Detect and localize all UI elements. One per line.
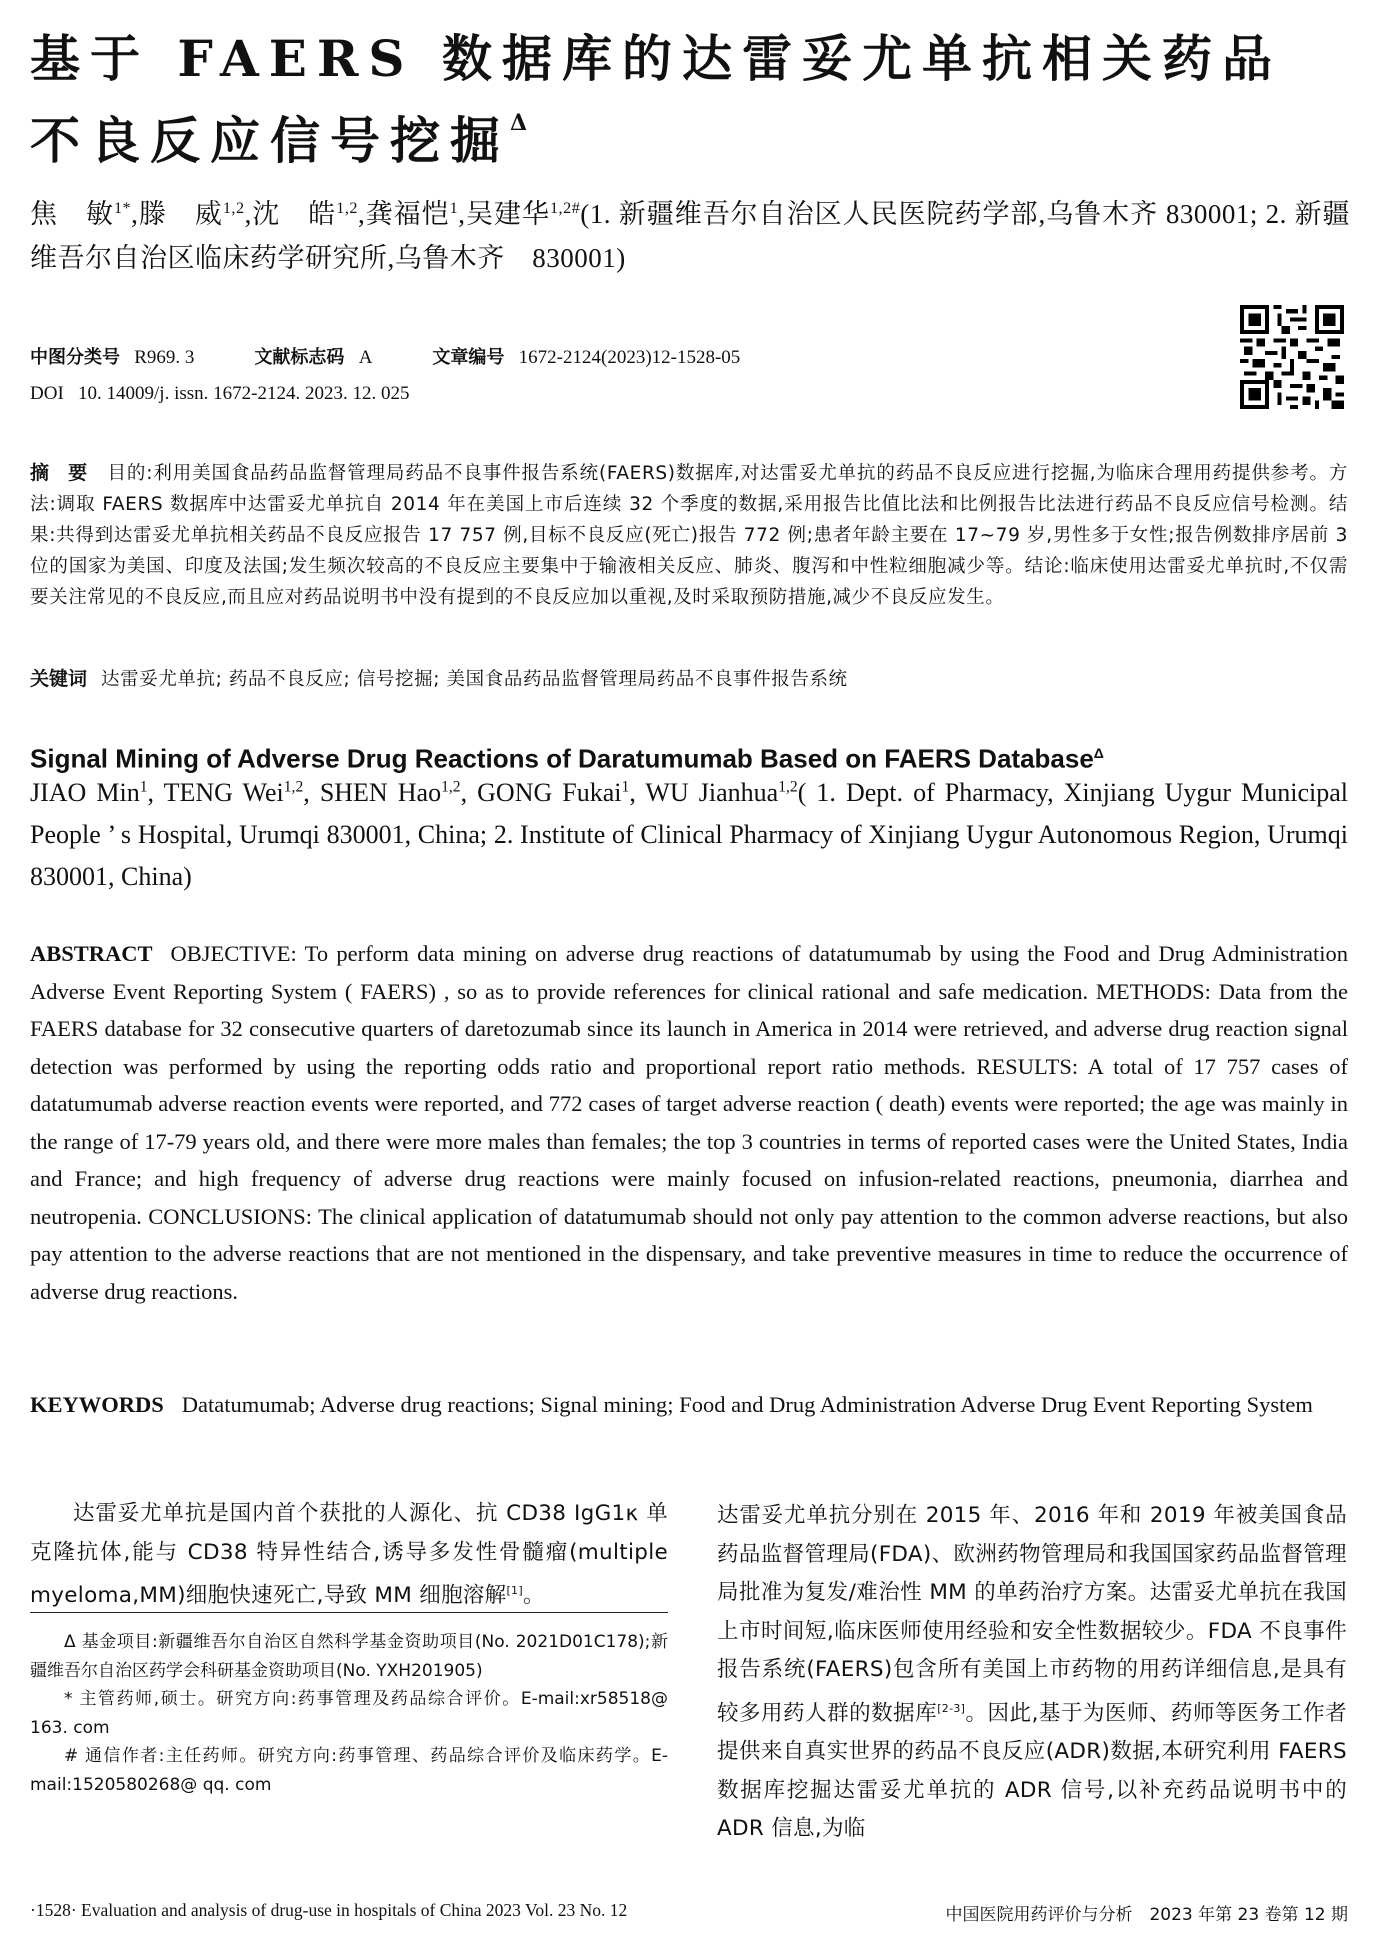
footnote-first-author: * 主管药师,硕士。研究方向:药事管理及药品综合评价。E-mail:xr58518@ 163. com — [30, 1689, 668, 1738]
english-keywords — [30, 1386, 1348, 1424]
clc-value: R969. 3 — [134, 347, 195, 368]
author: GONG Fukai$^1$ — [477, 778, 630, 807]
author: JIAO Min$^1$ — [30, 778, 148, 807]
chinese-affiliation: (1. 新疆维吾尔自治区人民医院药学部,乌鲁木齐 830001; 2. 新疆维吾尔自治区临床药学研究所,乌鲁木齐 830001) — [30, 199, 1351, 273]
body-right-column — [717, 1497, 1347, 1849]
chinese-abstract — [30, 458, 1348, 613]
page-footer-left: ·1528· Evaluation and analysis of drug-use in hospitals of China 2023 Vol. 23 No. 12 — [30, 1900, 628, 1920]
english-authors: JIAO Min$^1$, TENG Wei$^{1,2}$, SHEN Hao$^{1,2}$, GONG Fukai$^1$, WU Jianhua$^{1,2}$( 1. Dept. of Pharmacy, Xinjiang Uygur Municipal People ’ s Hospital, Urumqi 830001, China; 2. Institute of Clinical Pharmacy of Xinjiang Uygur Autonomous Region, Urumqi 830001, China) — [30, 778, 1349, 891]
article-no-label: 文章编号 — [432, 347, 505, 368]
author: SHEN Hao$^{1,2}$ — [319, 778, 461, 807]
doi-value[interactable]: 10. 14009/j. issn. 1672-2124. 2023. 12. 025 — [78, 383, 410, 404]
author: 滕 威$^{1,2}$ — [138, 199, 245, 229]
english-abstract-text: OBJECTIVE: To perform data mining on adverse drug reactions of datatumumab by using the Food and Drug Administration Adverse Event Reporting System ( FAERS) , so as to provide references for clinical rational and safe medication. METHODS: Data from the FAERS database for 32 consecutive quarters of daretozumab since its launch in America in 2014 were retrieved, and adverse drug reaction signal detection was performed by using the reporting odds ratio and proportional report ratio methods. RESULTS: A total of 17 757 cases of datatumumab adverse reaction events were reported, and 772 cases of target adverse reaction ( death) events were reported; the age was mainly in the range of 17-79 years old, and there were more males than females; the top 3 countries in terms of reported cases were the United States, India and France; and high frequency of adverse drug reactions were mainly focused on infusion-related reactions, pneumonia, diarrhea and neutropenia. CONCLUSIONS: The clinical application of datatumumab should not only pay attention to the common adverse reactions, but also pay attention to the adverse reactions that are not mentioned in the dispensary, and take preventive measures in time to reduce the occurrence of adverse drug reactions. — [30, 941, 1348, 1304]
english-keywords-text: Datatumumab; Adverse drug reactions; Signal mining; Food and Drug Administration Adverse Drug Event Reporting System — [181, 1392, 1313, 1417]
doi-label: DOI — [30, 383, 64, 404]
citation-link[interactable]: [1] — [506, 1584, 523, 1597]
english-abstract — [30, 935, 1348, 1310]
chinese-title-text: 不良反应信号挖掘 — [30, 111, 510, 170]
doi-line — [30, 378, 409, 410]
chinese-authors: 焦 敏$^{1*}$,滕 威$^{1,2}$,沈 皓$^{1,2}$,龚福恺$^1$,吴建华$^{1,2\#}$(1. 新疆维吾尔自治区人民医院药学部,乌鲁木齐 830001; 2. 新疆维吾尔自治区临床药学研究所,乌鲁木齐 830001) — [30, 199, 1351, 273]
body-paragraph: 达雷妥尤单抗是国内首个获批的人源化、抗 CD38 IgG1κ 单克隆抗体,能与 CD38 特异性结合,诱导多发性骨髓瘤(multiple myeloma,MM)细胞快速死亡,导致 MM 细胞溶解[1]。 — [30, 1501, 668, 1609]
author: WU Jianhua$^{1,2}$ — [645, 778, 798, 807]
clc-label: 中图分类号 — [30, 347, 120, 368]
english-abstract-label: ABSTRACT — [30, 941, 153, 966]
page-footer-right: 中国医院用药评价与分析 2023 年第 23 卷第 12 期 — [945, 1905, 1348, 1925]
citation-link[interactable]: [2-3] — [937, 1701, 966, 1715]
author: TENG Wei$^{1,2}$ — [163, 778, 304, 807]
english-affiliation: ( 1. Dept. of Pharmacy, Xinjiang Uygur Municipal People ’ s Hospital, Urumqi 830001, China; 2. Institute of Clinical Pharmacy of Xinjiang Uygur Autonomous Region, Urumqi 830001, China) — [30, 778, 1349, 891]
qr-code-icon[interactable] — [1240, 305, 1344, 409]
author: 沈 皓$^{1,2}$ — [251, 199, 358, 229]
chinese-title-line-1: 基于 FAERS 数据库的达雷妥尤单抗相关药品 — [30, 29, 1282, 88]
chinese-title-line-2 — [30, 92, 527, 172]
article-no-value: 1672-2124(2023)12-1528-05 — [518, 347, 741, 368]
chinese-keywords-label: 关键词 — [30, 668, 88, 690]
footnotes — [30, 1628, 668, 1799]
chinese-keywords — [30, 664, 1348, 695]
footnote-divider — [30, 1612, 668, 1613]
page-footer — [30, 1900, 1348, 1925]
classification-line — [30, 342, 740, 374]
doc-code-value: A — [358, 347, 373, 368]
author: 吴建华$^{1,2\#}$ — [465, 199, 581, 229]
english-title-text: Signal Mining of Adverse Drug Reactions of Daratumumab Based on FAERS Database — [30, 743, 1094, 774]
chinese-keywords-text: 达雷妥尤单抗; 药品不良反应; 信号挖掘; 美国食品药品监督管理局药品不良事件报告系统 — [101, 669, 848, 690]
body-paragraph: 达雷妥尤单抗分别在 2015 年、2016 年和 2019 年被美国食品药品监督管理局(FDA)、欧洲药物管理局和我国国家药品监督管理局批准为复发/难治性 MM 的单药治疗方案。达雷妥尤单抗在我国上市时间短,临床医师使用经验和安全性数据较少。FDA 不良事件报告系统(FAERS)包含所有美国上市药物的用药详细信息,是具有较多用药人群的数据库[2-3]。因此,基于为医师、药师等医务工作者提供来自真实世界的药品不良反应(ADR)数据,本研究利用 FAERS 数据库挖掘达雷妥尤单抗的 ADR 信号,以补充药品说明书中的 ADR 信息,为临 — [717, 1503, 1347, 1842]
chinese-abstract-text: 目的:利用美国食品药品监督管理局药品不良事件报告系统(FAERS)数据库,对达雷妥尤单抗的药品不良反应进行挖掘,为临床合理用药提供参考。方法:调取 FAERS 数据库中达雷妥尤单抗自 2014 年在美国上市后连续 32 个季度的数据,采用报告比值比法和比例报告比法进行药品不良反应信号检测。结果:共得到达雷妥尤单抗相关药品不良反应报告 17 757 例,目标不良反应(死亡)报告 772 例;患者年龄主要在 17~79 岁,男性多于女性;报告例数排序居前 3 位的国家为美国、印度及法国;发生频次较高的不良反应主要集中于输液相关反应、肺炎、腹泻和中性粒细胞减少等。结论:临床使用达雷妥尤单抗时,不仅需要关注常见的不良反应,而且应对药品说明书中没有提到的不良反应加以重视,及时采取预防措施,减少不良反应发生。 — [30, 463, 1348, 608]
fund-mark: Δ — [510, 110, 528, 136]
chinese-abstract-label: 摘 要 — [30, 462, 94, 484]
doc-code-label: 文献标志码 — [254, 347, 345, 368]
english-keywords-label: KEYWORDS — [30, 1392, 164, 1417]
body-left-column — [30, 1495, 668, 1616]
author: 龚福恺$^1$ — [365, 199, 459, 229]
footnote-fund: Δ 基金项目:新疆维吾尔自治区自然科学基金资助项目(No. 2021D01C178);新疆维吾尔自治区药学会科研基金资助项目(No. YXH201905) — [30, 1632, 668, 1681]
footnote-corresponding-author: # 通信作者:主任药师。研究方向:药事管理、药品综合评价及临床药学。E-mail:1520580268@ qq. com — [30, 1746, 668, 1795]
fund-mark: Δ — [1093, 745, 1104, 761]
author: 焦 敏$^{1*}$ — [30, 199, 132, 229]
